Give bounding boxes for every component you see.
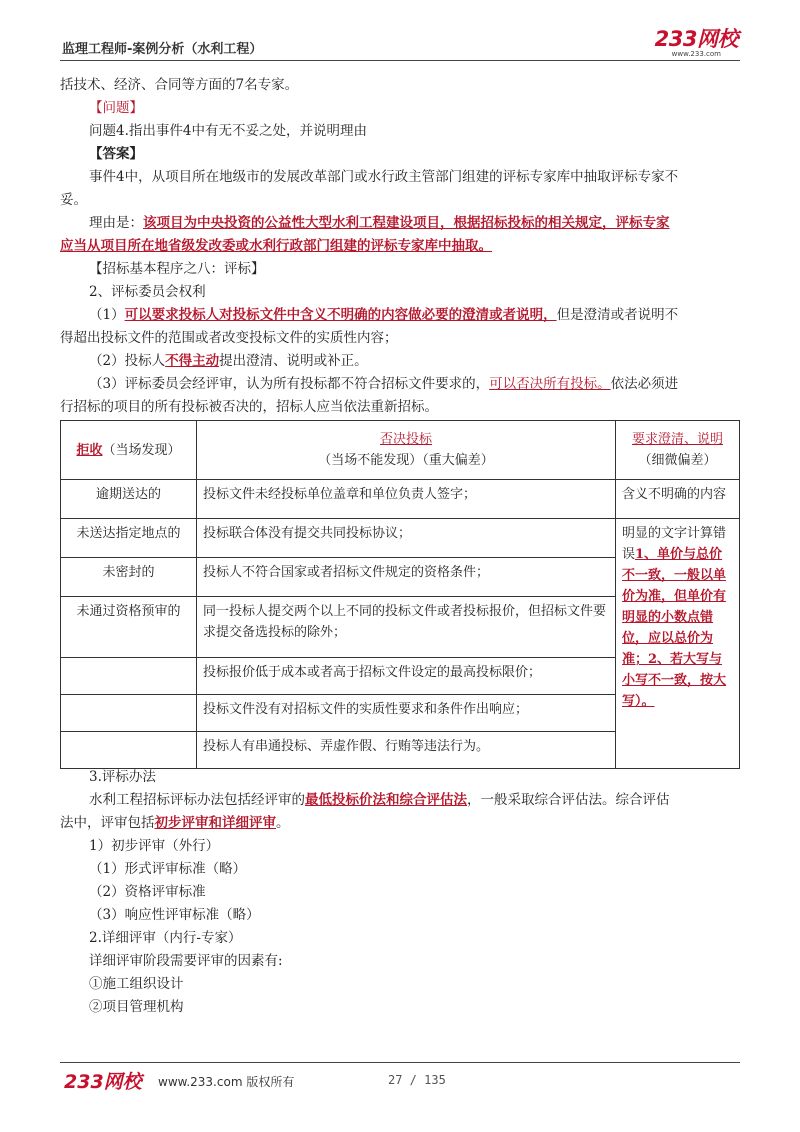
method-p1: 水利工程招标评标办法包括经评审的最低投标价法和综合评估法，一般采取综合评估法。综合评估 bbox=[89, 792, 670, 808]
cell-reject: 未密封的 bbox=[61, 558, 197, 597]
header-clarify: 要求澄清、说明 （细微偏差） bbox=[616, 421, 740, 480]
method-s2c: ②项目管理机构 bbox=[89, 999, 184, 1015]
footer-copyright: www.233.com 版权所有 bbox=[158, 1075, 295, 1089]
bid-review-table bbox=[60, 420, 740, 769]
cell-reject bbox=[61, 732, 197, 769]
method-s1b: （2）资格评审标准 bbox=[89, 884, 206, 900]
cell-reject: 未送达指定地点的 bbox=[61, 519, 197, 558]
cell-veto: 投标报价低于成本或者高于招标文件设定的最高投标限价； bbox=[197, 658, 616, 695]
table-row bbox=[61, 480, 740, 519]
cell-veto: 投标文件未经投标单位盖章和单位负责人签字； bbox=[197, 480, 616, 519]
answer-text-cont: 妥。 bbox=[60, 192, 87, 208]
cell-clarify-merged: 明显的文字计算错误1、单价与总价不一致，一般以单价为准，但单价有明显的小数点错位，应以总价为准；2、若大写与小写不一致，按大写）。 bbox=[616, 519, 740, 769]
table-row bbox=[61, 519, 740, 558]
method-s1: 1）初步评审（外行） bbox=[89, 838, 220, 854]
page-header bbox=[60, 27, 740, 61]
logo-text: 233网校 bbox=[654, 27, 738, 51]
brand-logo[interactable] bbox=[655, 28, 738, 58]
cell-veto: 投标人有串通投标、弄虚作假、行贿等违法行为。 bbox=[197, 732, 616, 769]
method-p2: 法中，评审包括初步评审和详细评审。 bbox=[60, 815, 290, 831]
rights-title: 2、评标委员会权利 bbox=[89, 284, 206, 300]
method-s2: 2.详细评审（内行-专家） bbox=[89, 930, 242, 946]
cell-veto: 投标联合体没有提交共同投标协议； bbox=[197, 519, 616, 558]
logo-url: www.233.com bbox=[671, 50, 721, 58]
header-reject: 拒收（当场发现） bbox=[61, 421, 197, 480]
cell-clarify: 含义不明确的内容 bbox=[616, 480, 740, 519]
cell-reject: 逾期送达的 bbox=[61, 480, 197, 519]
method-s1a: （1）形式评审标准（略） bbox=[89, 861, 247, 877]
question-text: 问题4.指出事件4中有无不妥之处，并说明理由 bbox=[89, 123, 367, 139]
reason-line: 理由是：该项目为中央投资的公益性大型水利工程建设项目，根据招标投标的相关规定，评标专家 bbox=[89, 215, 670, 231]
document-title: 监理工程师-案例分析（水利工程） bbox=[62, 42, 263, 57]
cell-veto: 投标人不符合国家或者招标文件规定的资格条件； bbox=[197, 558, 616, 597]
answer-text: 事件4中，从项目所在地级市的发展改革部门或水行政主管部门组建的评标专家库中抽取评标专家不 bbox=[89, 169, 679, 185]
table-header-row bbox=[61, 421, 740, 480]
header-veto: 否决投标 （当场不能发现）（重大偏差） bbox=[197, 421, 616, 480]
right-1-cont: 得超出投标文件的范围或者改变投标文件的实质性内容； bbox=[60, 330, 398, 346]
method-s1c: （3）响应性评审标准（略） bbox=[89, 907, 260, 923]
cell-reject: 未通过资格预审的 bbox=[61, 597, 197, 658]
method-title: 3.评标办法 bbox=[89, 769, 156, 785]
right-2: （2）投标人不得主动提出澄清、说明或补正。 bbox=[89, 353, 368, 369]
right-1: （1）可以要求投标人对投标文件中含义不明确的内容做必要的澄清或者说明，但是澄清或者说明不 bbox=[89, 307, 679, 323]
page-footer bbox=[60, 1062, 740, 1093]
cell-veto: 同一投标人提交两个以上不同的投标文件或者投标报价，但招标文件要求提交备选投标的除外； bbox=[197, 597, 616, 658]
page-number: 27 / 135 bbox=[388, 1073, 446, 1087]
cell-veto: 投标文件没有对招标文件的实质性要求和条件作出响应； bbox=[197, 695, 616, 732]
paragraph: 括技术、经济、合同等方面的7名专家。 bbox=[60, 77, 299, 93]
cell-reject bbox=[61, 658, 197, 695]
right-3: （3）评标委员会经评审，认为所有投标都不符合招标文件要求的，可以否决所有投标。依法必须进 bbox=[89, 376, 679, 392]
answer-label: 【答案】 bbox=[89, 146, 143, 162]
method-s2a: 详细评审阶段需要评审的因素有: bbox=[89, 953, 283, 969]
right-3-cont: 行招标的项目的所有投标被否决的，招标人应当依法重新招标。 bbox=[60, 399, 438, 415]
method-s2b: ①施工组织设计 bbox=[89, 976, 184, 992]
question-label: 【问题】 bbox=[89, 100, 143, 116]
procedure-title: 【招标基本程序之八：评标】 bbox=[89, 261, 265, 277]
footer-logo[interactable]: 233网校 bbox=[64, 1071, 142, 1093]
reason-line-cont: 应当从项目所在地省级发改委或水利行政部门组建的评标专家库中抽取。 bbox=[60, 238, 492, 254]
cell-reject bbox=[61, 695, 197, 732]
